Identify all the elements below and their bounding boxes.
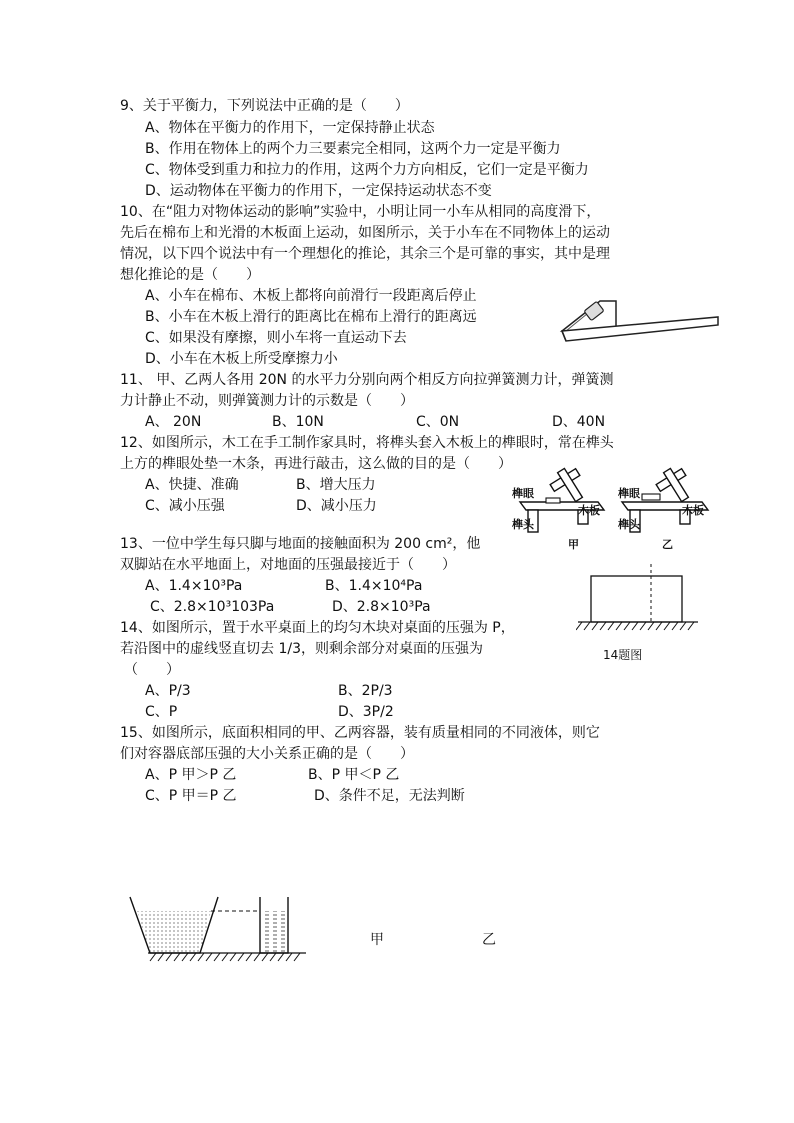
q10-stem-line4: 想化推论的是（ ）	[120, 267, 260, 283]
q11-option-c: C、0N	[416, 414, 460, 430]
q9-option-a: A、物体在平衡力的作用下，一定保持静止状态	[145, 120, 435, 136]
q10-stem-line3: 情况，以下四个说法中有一个理想化的推论，其余三个是可靠的事实，其中是理	[120, 246, 610, 262]
q15-stem-line2: 们对容器底部压强的大小关系正确的是（ ）	[120, 746, 414, 762]
q11-stem-line2: 力计静止不动，则弹簧测力计的示数是（ ）	[120, 393, 414, 409]
q13-stem-line2: 双脚站在水平地面上，对地面的压强最接近于（ ）	[120, 557, 456, 573]
q14-stem-line2: 若沿图中的虚线竖直切去 1/3，则剩余部分对桌面的压强为	[120, 641, 483, 657]
q12-option-b: B、增大压力	[296, 477, 376, 493]
q14-option-a: A、P/3	[145, 683, 191, 699]
cart-ramp-figure	[558, 295, 722, 347]
q15-option-a: A、P 甲＞P 乙	[145, 767, 237, 783]
q10-option-c: C、如果没有摩擦，则小车将一直运动下去	[145, 330, 407, 346]
figure14-caption: 14题图	[603, 648, 643, 662]
q14-option-b: B、2P/3	[338, 683, 393, 699]
q14-option-d: D、3P/2	[338, 704, 394, 720]
q14-stem-line1: 14、如图所示，置于水平桌面上的均匀木块对桌面的压强为 P，	[120, 620, 515, 636]
q13-option-a: A、1.4×10³Pa	[145, 578, 243, 594]
q12-option-c: C、减小压强	[145, 498, 225, 514]
q11-option-b: B、10N	[272, 414, 324, 430]
q13-option-b: B、1.4×10⁴Pa	[325, 578, 423, 594]
q13-option-d: D、2.8×10³Pa	[332, 599, 431, 615]
q10-option-d: D、小车在木板上所受摩擦力小	[145, 351, 338, 367]
q12-stem-line1: 12、如图所示，木工在手工制作家具时，将榫头套入木板上的榫眼时，常在榫头	[120, 435, 614, 451]
q9-option-b: B、作用在物体上的两个力三要素完全相同，这两个力一定是平衡力	[145, 141, 561, 157]
label-mortise-left: 榫眼	[512, 487, 534, 500]
label-mortise-right: 榫眼	[618, 487, 640, 500]
q13-option-c: C、2.8×10³103Pa	[150, 599, 275, 615]
q12-stem-line2: 上方的榫眼处垫一木条，再进行敲击，这么做的目的是（ ）	[120, 456, 512, 472]
q9-stem: 9、关于平衡力，下列说法中正确的是（ ）	[120, 98, 409, 114]
q11-option-a: A、 20N	[145, 414, 202, 430]
q11-stem-line1: 11、 甲、乙两人各用 20N 的水平力分别向两个相反方向拉弹簧测力计，弹簧测	[120, 372, 614, 388]
containers-figure	[128, 893, 308, 967]
label-tenon-right: 榫头	[618, 518, 640, 531]
q15-option-c: C、P 甲＝P 乙	[145, 788, 237, 804]
q15-option-d: D、条件不足，无法判断	[314, 788, 465, 804]
caption-yi: 乙	[662, 538, 673, 551]
q10-option-b: B、小车在木板上滑行的距离比在棉布上滑行的距离远	[145, 309, 477, 325]
q9-option-d: D、运动物体在平衡力的作用下，一定保持运动状态不变	[145, 183, 492, 199]
q10-stem-line2: 先后在棉布上和光滑的木板面上运动，如图所示，关于小车在不同物体上的运动	[120, 225, 610, 241]
q12-option-a: A、快捷、准确	[145, 477, 239, 493]
q9-option-c: C、物体受到重力和拉力的作用，这两个力方向相反，它们一定是平衡力	[145, 162, 589, 178]
q10-option-a: A、小车在棉布、木板上都将向前滑行一段距离后停止	[145, 288, 477, 304]
q14-option-c: C、P	[145, 704, 178, 720]
q10-stem-line1: 10、在“阻力对物体运动的影响”实验中，小明让同一小车从相同的高度滑下，	[120, 204, 601, 220]
q15-option-b: B、P 甲＜P 乙	[308, 767, 400, 783]
q14-stem-line3: （ ）	[124, 662, 180, 678]
wood-block-figure	[576, 562, 700, 638]
q12-option-d: D、减小压力	[296, 498, 377, 514]
caption-jia: 甲	[568, 538, 579, 551]
label-board-right: 木板	[682, 504, 704, 517]
label-container-jia: 甲	[370, 932, 384, 948]
label-tenon-left: 榫头	[512, 518, 534, 531]
label-board-left: 木板	[578, 504, 600, 517]
q11-option-d: D、40N	[552, 414, 606, 430]
q15-stem-line1: 15、如图所示，底面积相同的甲、乙两容器，装有质量相同的不同液体，则它	[120, 725, 600, 741]
q13-stem-line1: 13、一位中学生每只脚与地面的接触面积为 200 cm²，他	[120, 536, 481, 552]
label-container-yi: 乙	[482, 932, 496, 948]
